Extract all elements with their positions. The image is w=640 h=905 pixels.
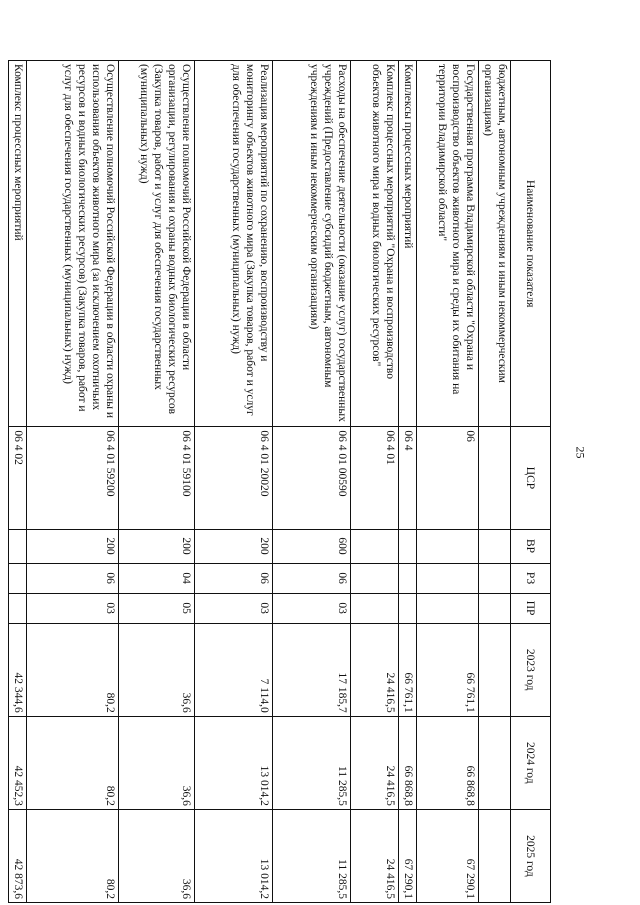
header-pr: ПР bbox=[511, 593, 551, 623]
row-rz bbox=[351, 563, 399, 593]
row-2024: 11 285,5 bbox=[273, 716, 351, 809]
row-vr bbox=[479, 529, 511, 563]
row-2025 bbox=[479, 809, 511, 902]
row-2023: 7 114,0 bbox=[195, 623, 273, 716]
header-2023: 2023 год bbox=[511, 623, 551, 716]
row-name: Комплекс процессных мероприятий "Охрана и воспроизводство объектов животного мира и водных биологических ресурсов" bbox=[351, 61, 399, 427]
row-2025: 36,6 bbox=[119, 809, 195, 902]
header-name: Наименование показателя bbox=[511, 61, 551, 427]
table-row bbox=[9, 61, 27, 903]
row-csr: 06 4 01 bbox=[351, 427, 399, 529]
table-row bbox=[119, 61, 195, 903]
row-vr bbox=[399, 529, 417, 563]
row-2025: 67 290,1 bbox=[417, 809, 479, 902]
row-2023: 42 344,6 bbox=[9, 623, 27, 716]
row-rz bbox=[479, 563, 511, 593]
row-2024: 66 868,8 bbox=[417, 716, 479, 809]
row-vr: 200 bbox=[195, 529, 273, 563]
row-2025: 80,2 bbox=[27, 809, 119, 902]
row-rz: 06 bbox=[195, 563, 273, 593]
row-name: Расходы на обеспечение деятельности (оказание услуг) государственных учреждений (Предоставление субсидий бюджетным, автономным учреждениям и иным некоммерческим организациям) bbox=[273, 61, 351, 427]
row-rz bbox=[9, 563, 27, 593]
table-row bbox=[399, 61, 417, 903]
row-csr: 06 4 01 20020 bbox=[195, 427, 273, 529]
header-csr: ЦСР bbox=[511, 427, 551, 529]
row-name: Осуществление полномочий Российской Федерации в области охраны и использования объектов животного мира (за исключением охотничьих ресурсов и водных биологических ресурсов) (Закупка товаров, работ и услуг для обеспечения государственных (муниципальных) нужд) bbox=[27, 61, 119, 427]
row-pr bbox=[351, 593, 399, 623]
row-2023: 36,6 bbox=[119, 623, 195, 716]
table-row bbox=[273, 61, 351, 903]
row-pr bbox=[9, 593, 27, 623]
table-row bbox=[27, 61, 119, 903]
row-rz bbox=[417, 563, 479, 593]
row-2023: 17 185,7 bbox=[273, 623, 351, 716]
row-2024: 80,2 bbox=[27, 716, 119, 809]
row-rz: 06 bbox=[27, 563, 119, 593]
row-2024: 13 014,2 bbox=[195, 716, 273, 809]
row-pr bbox=[479, 593, 511, 623]
row-rz: 06 bbox=[273, 563, 351, 593]
rotated-table-container bbox=[12, 60, 551, 903]
row-2025: 42 873,6 bbox=[9, 809, 27, 902]
row-name: бюджетным, автономным учреждениям и иным некоммерческим организациям) bbox=[479, 61, 511, 427]
row-csr: 06 4 bbox=[399, 427, 417, 529]
row-csr bbox=[479, 427, 511, 529]
row-vr: 200 bbox=[119, 529, 195, 563]
table-row bbox=[351, 61, 399, 903]
row-2023 bbox=[479, 623, 511, 716]
row-2024: 42 452,3 bbox=[9, 716, 27, 809]
row-csr: 06 4 01 00590 bbox=[273, 427, 351, 529]
page-number: 25 bbox=[573, 446, 588, 459]
row-2024: 36,6 bbox=[119, 716, 195, 809]
row-pr: 03 bbox=[27, 593, 119, 623]
row-2024: 66 868,8 bbox=[399, 716, 417, 809]
row-vr bbox=[9, 529, 27, 563]
row-2025: 67 290,1 bbox=[399, 809, 417, 902]
row-2023: 80,2 bbox=[27, 623, 119, 716]
row-csr: 06 4 01 59100 bbox=[119, 427, 195, 529]
header-2024: 2024 год bbox=[511, 716, 551, 809]
row-rz bbox=[399, 563, 417, 593]
row-2025: 24 416,5 bbox=[351, 809, 399, 902]
row-2025: 13 014,2 bbox=[195, 809, 273, 902]
row-csr: 06 bbox=[417, 427, 479, 529]
row-2023: 24 416,5 bbox=[351, 623, 399, 716]
row-vr bbox=[351, 529, 399, 563]
row-2023: 66 761,1 bbox=[399, 623, 417, 716]
header-rz: РЗ bbox=[511, 563, 551, 593]
row-2023: 66 761,1 bbox=[417, 623, 479, 716]
row-name: Реализация мероприятий по сохранению, воспроизводству и мониторингу объектов животного мира (Закупка товаров, работ и услуг для обеспечения государственных (муниципальных) нужд) bbox=[195, 61, 273, 427]
row-vr: 600 bbox=[273, 529, 351, 563]
row-pr: 03 bbox=[195, 593, 273, 623]
row-pr: 05 bbox=[119, 593, 195, 623]
row-rz: 04 bbox=[119, 563, 195, 593]
row-pr bbox=[399, 593, 417, 623]
row-pr: 03 bbox=[273, 593, 351, 623]
row-name: Осуществление полномочий Российской Федерации в области организации, регулирования и охраны водных биологических ресурсов (Закупка товаров, работ и услуг для обеспечения государственных (муниципальных) нужд) bbox=[119, 61, 195, 427]
row-csr: 06 4 02 bbox=[9, 427, 27, 529]
row-name: Государственная программа Владимирской области "Охрана и воспроизводство объектов животного мира и среды их обитания на территории Владимирской области" bbox=[417, 61, 479, 427]
header-row bbox=[511, 61, 551, 903]
row-pr bbox=[417, 593, 479, 623]
table-row bbox=[417, 61, 479, 903]
header-vr: ВР bbox=[511, 529, 551, 563]
row-name: Комплексы процессных мероприятий bbox=[399, 61, 417, 427]
row-vr: 200 bbox=[27, 529, 119, 563]
row-vr bbox=[417, 529, 479, 563]
table-row bbox=[479, 61, 511, 903]
header-2025: 2025 год bbox=[511, 809, 551, 902]
row-name: Комплекс процессных мероприятий bbox=[9, 61, 27, 427]
row-2025: 11 285,5 bbox=[273, 809, 351, 902]
row-csr: 06 4 01 59200 bbox=[27, 427, 119, 529]
table-row bbox=[195, 61, 273, 903]
budget-table bbox=[8, 60, 551, 903]
row-2024 bbox=[479, 716, 511, 809]
row-2024: 24 416,5 bbox=[351, 716, 399, 809]
